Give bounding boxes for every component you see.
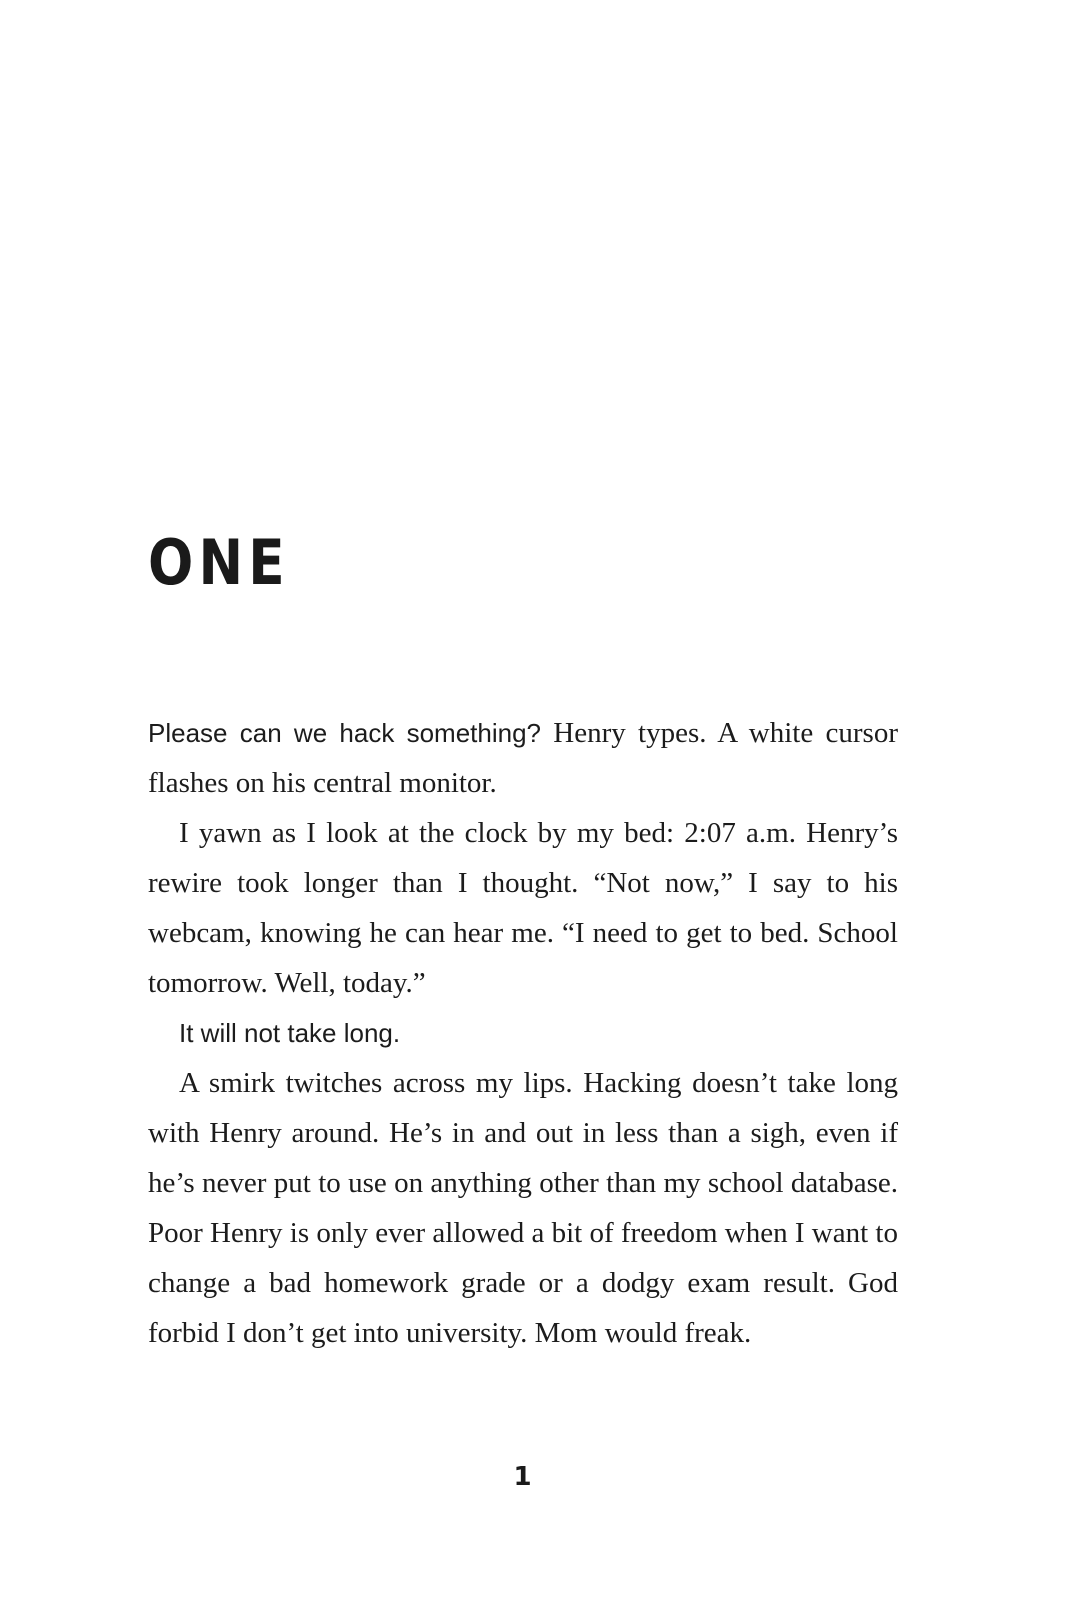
paragraph: I yawn as I look at the clock by my bed: 2:07 a.m. Henry’s rewire took longer than I thought. “Not now,” I say to his webcam, knowing he can hear me. “I need to get to bed. School tomorrow. Well, today.” [148, 817, 898, 999]
computer-message: Please can we hack something? [148, 718, 542, 748]
chapter-body [148, 708, 898, 1358]
narration: Henry types. A white cursor flashes on his central monitor. [148, 717, 898, 799]
paragraph [148, 708, 898, 808]
computer-message: It will not take long. [179, 1018, 401, 1048]
paragraph [148, 1008, 898, 1058]
page-number: 1 [513, 1462, 532, 1492]
paragraph: A smirk twitches across my lips. Hacking doesn’t take long with Henry around. He’s in and out in less than a sigh, even if he’s never put to use on anything other than my school database. Poor Henry is only ever allowed a bit of freedom when I want to change a bad homework grade or a dodgy exam result. God forbid I don’t get into university. Mom would freak. [148, 1067, 898, 1349]
chapter-title: ONE [148, 526, 290, 599]
